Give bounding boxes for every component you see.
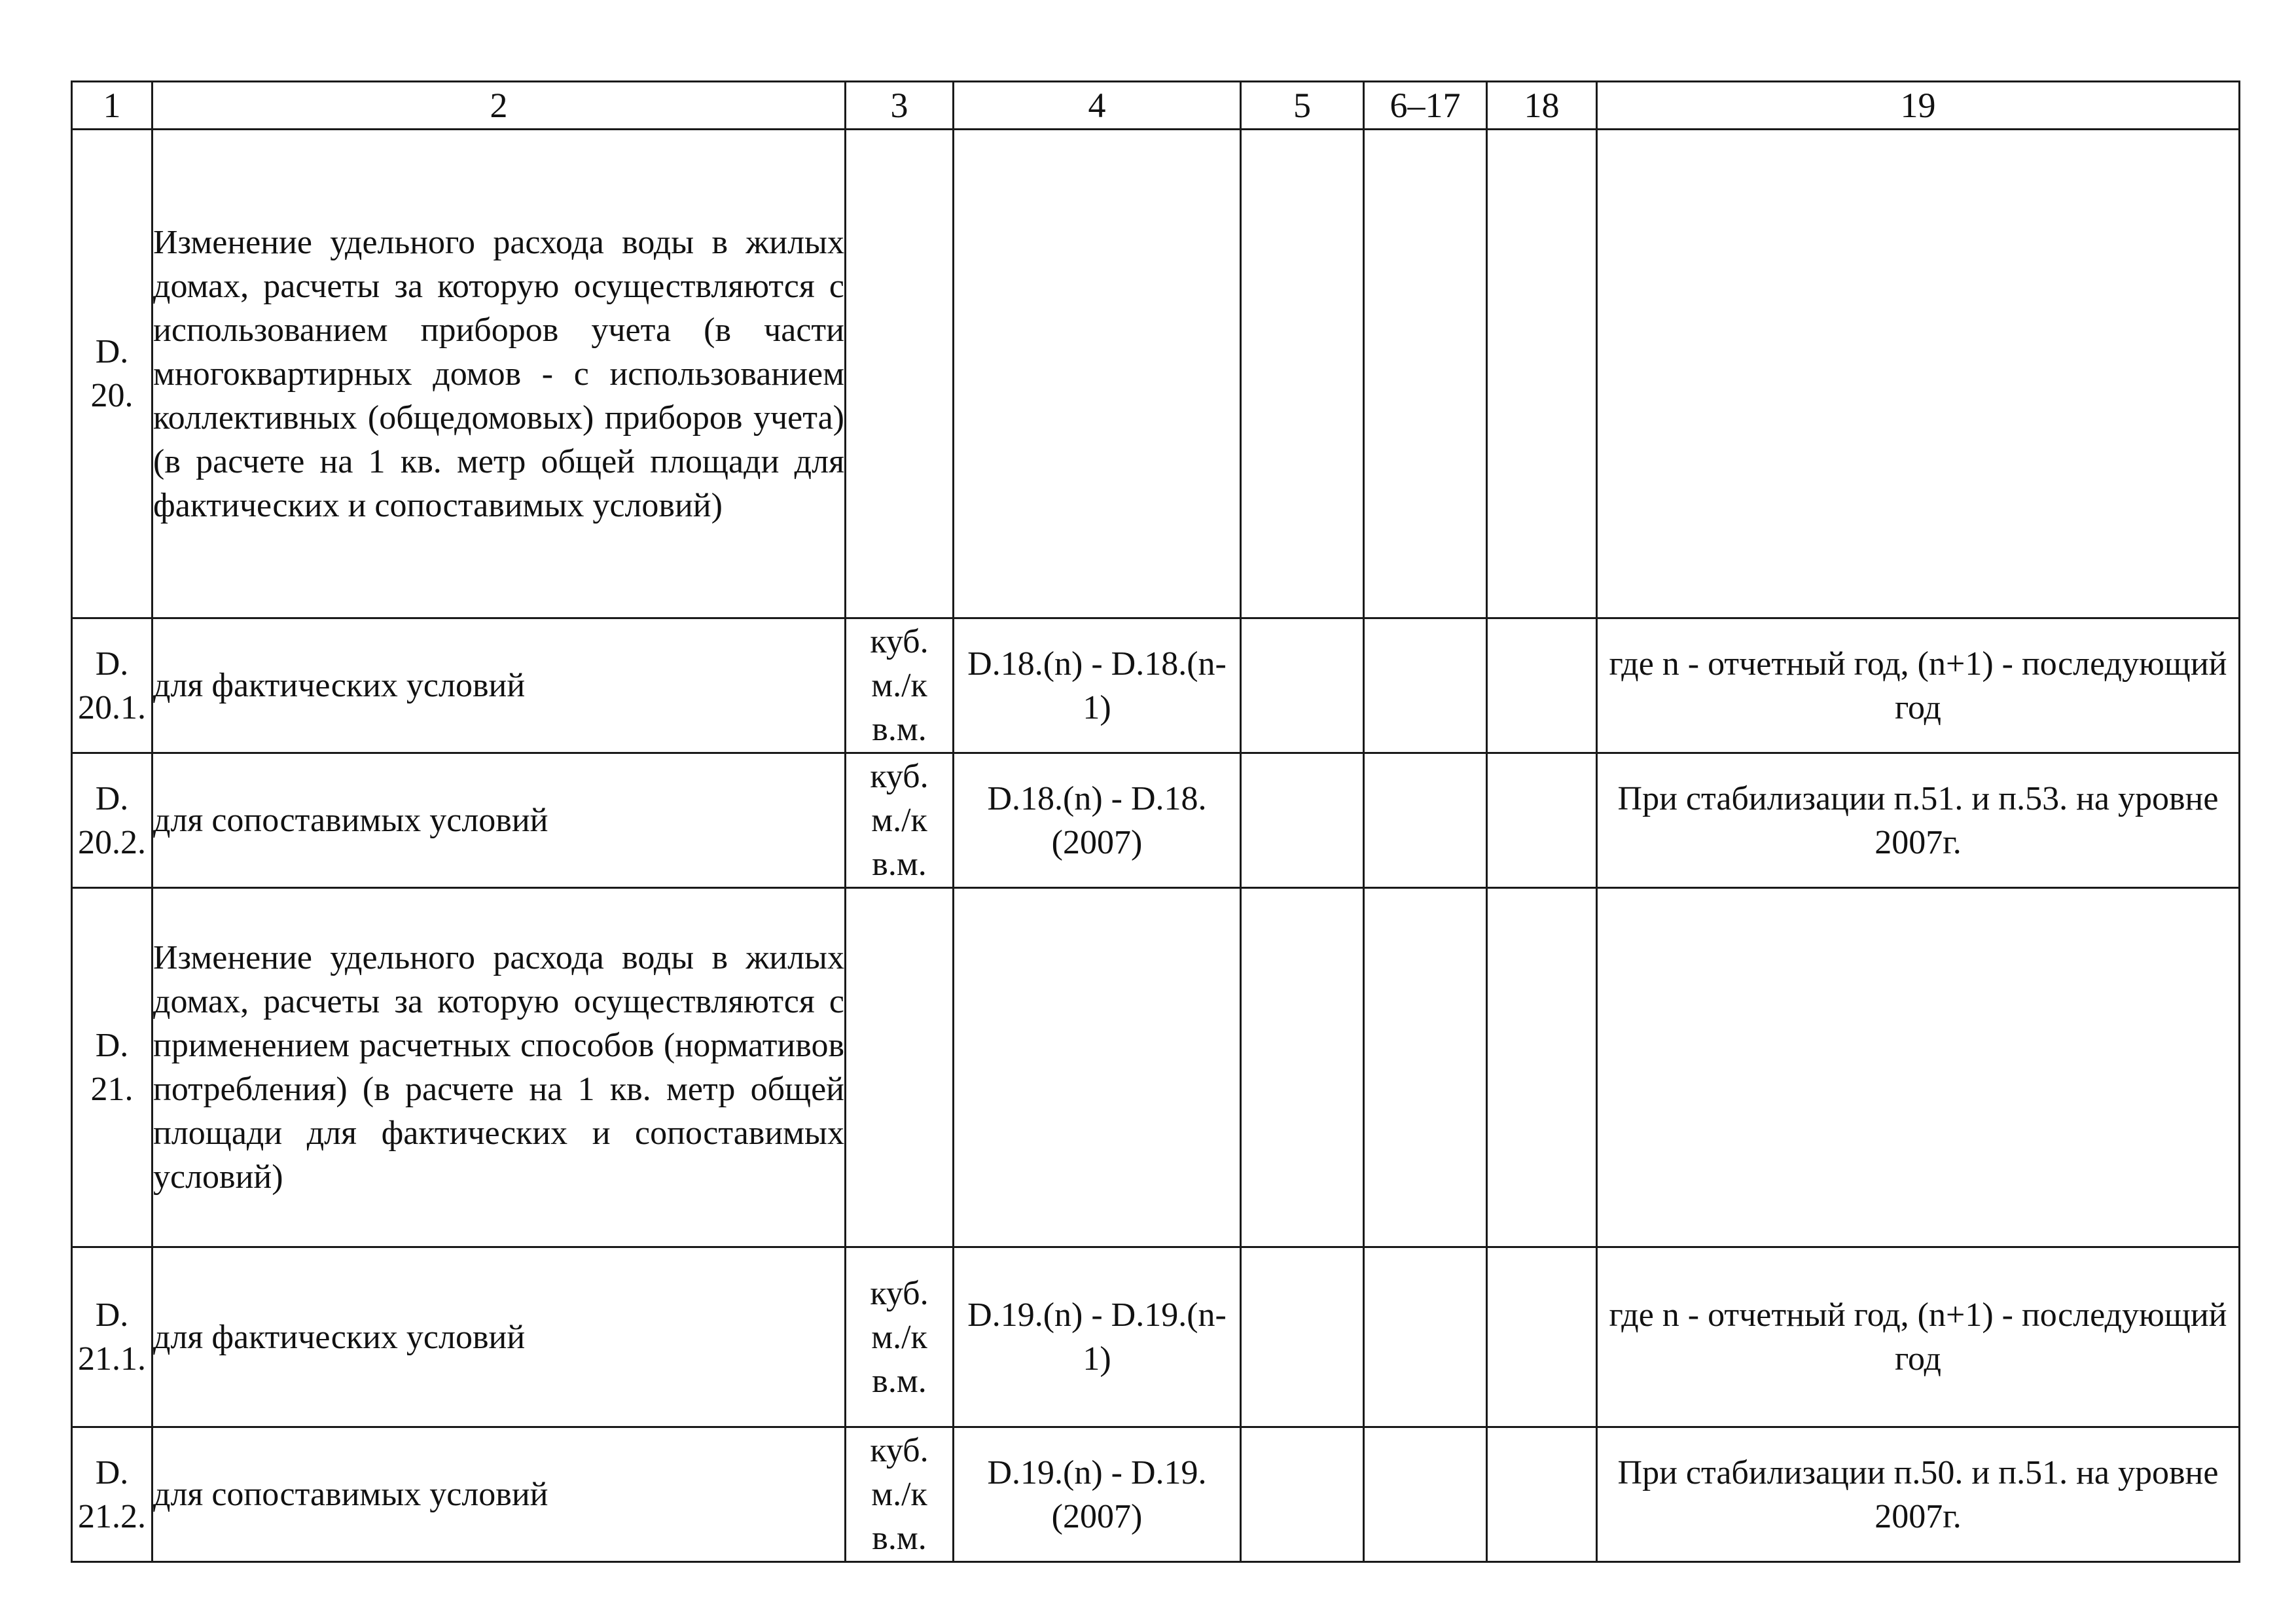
row-col5 [1241,618,1364,753]
table-row [72,753,2240,888]
row-unit [846,130,954,618]
row-col6-17 [1364,618,1487,753]
row-col18 [1487,618,1597,753]
row-number: D. 21.2. [72,1427,152,1562]
header-cell-2: 2 [152,82,846,130]
row-col5 [1241,1247,1364,1427]
row-description: для фактических условий [152,618,846,753]
row-col18 [1487,130,1597,618]
row-note: где n - отчетный год, (n+1) - последующий год [1597,618,2240,753]
row-col5 [1241,1427,1364,1562]
row-description: Изменение удельного расхода воды в жилых домах, расчеты за которую осуществляются с использованием приборов учета (в части многоквартирных домов - с использованием коллективных (общедомовых) приборов учета) (в расчете на 1 кв. метр общей площади для фактических и сопоставимых условий) [152,130,846,618]
row-number: D. 20. [72,130,152,618]
row-note [1597,888,2240,1247]
indicator-table [71,80,2240,1563]
row-unit: куб. м./к в.м. [846,618,954,753]
header-cell-5: 5 [1241,82,1364,130]
row-col6-17 [1364,1427,1487,1562]
row-formula: D.18.(n) - D.18.(n-1) [954,618,1241,753]
table-row [72,888,2240,1247]
row-unit: куб. м./к в.м. [846,1247,954,1427]
header-cell-19: 19 [1597,82,2240,130]
table-row [72,1427,2240,1562]
row-note [1597,130,2240,618]
table-row [72,618,2240,753]
header-cell-3: 3 [846,82,954,130]
row-description: для сопоставимых условий [152,1427,846,1562]
row-description: Изменение удельного расхода воды в жилых домах, расчеты за которую осуществляются с применением расчетных способов (нормативов потребления) (в расчете на 1 кв. метр общей площади для фактических и сопоставимых условий) [152,888,846,1247]
row-col6-17 [1364,1247,1487,1427]
row-number: D. 20.1. [72,618,152,753]
header-cell-6-17: 6–17 [1364,82,1487,130]
row-description: для сопоставимых условий [152,753,846,888]
row-note: При стабилизации п.50. и п.51. на уровне 2007г. [1597,1427,2240,1562]
row-note: При стабилизации п.51. и п.53. на уровне 2007г. [1597,753,2240,888]
header-cell-4: 4 [954,82,1241,130]
row-col6-17 [1364,753,1487,888]
row-number: D. 20.2. [72,753,152,888]
row-col18 [1487,1247,1597,1427]
table-row [72,130,2240,618]
row-description: для фактических условий [152,1247,846,1427]
row-number: D. 21.1. [72,1247,152,1427]
table-row [72,1247,2240,1427]
row-col5 [1241,130,1364,618]
row-formula: D.19.(n) - D.19.(2007) [954,1427,1241,1562]
row-number: D. 21. [72,888,152,1247]
row-unit: куб. м./к в.м. [846,1427,954,1562]
row-formula: D.19.(n) - D.19.(n-1) [954,1247,1241,1427]
header-cell-1: 1 [72,82,152,130]
header-cell-18: 18 [1487,82,1597,130]
header-row [72,82,2240,130]
row-unit [846,888,954,1247]
row-col18 [1487,1427,1597,1562]
row-col5 [1241,753,1364,888]
row-col6-17 [1364,130,1487,618]
row-note: где n - отчетный год, (n+1) - последующий год [1597,1247,2240,1427]
row-col18 [1487,888,1597,1247]
row-unit: куб. м./к в.м. [846,753,954,888]
row-formula [954,130,1241,618]
row-col18 [1487,753,1597,888]
row-col6-17 [1364,888,1487,1247]
row-formula [954,888,1241,1247]
row-formula: D.18.(n) - D.18.(2007) [954,753,1241,888]
row-col5 [1241,888,1364,1247]
